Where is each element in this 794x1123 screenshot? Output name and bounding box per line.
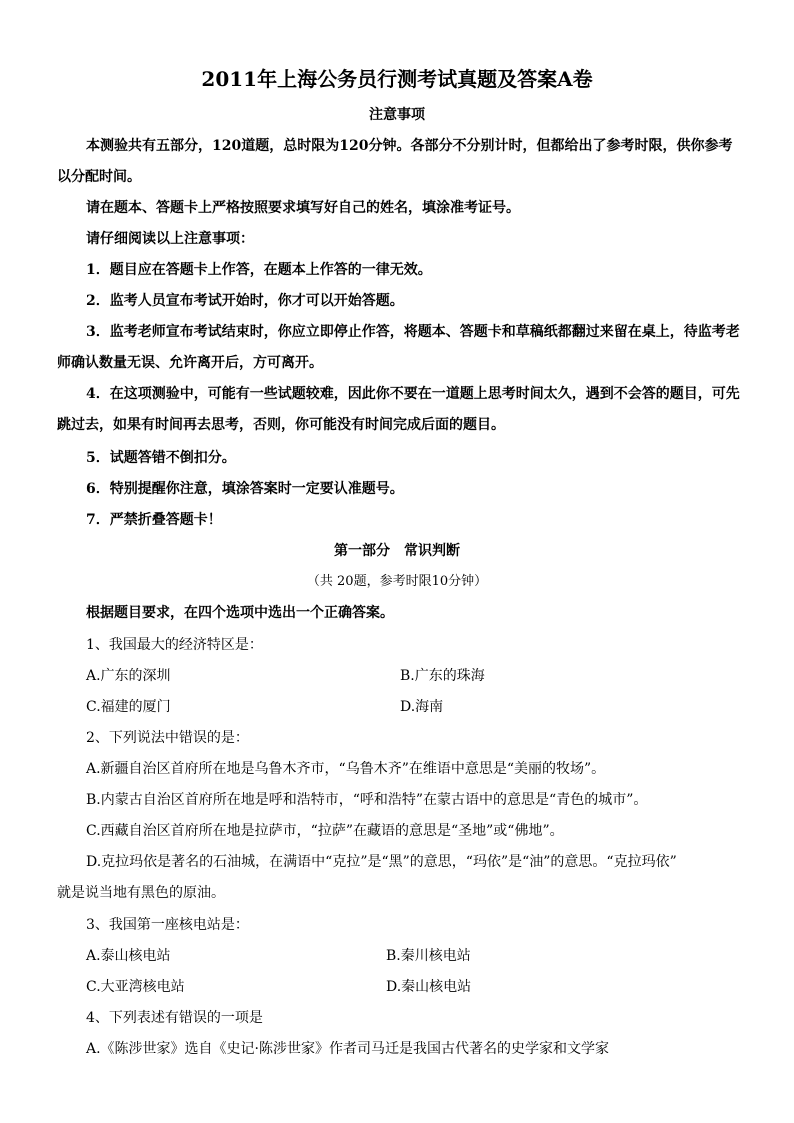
rule-6: 6．特别提醒你注意，填涂答案时一定要认准题号。 <box>86 481 404 497</box>
question-1-stem: 1、我国最大的经济特区是： <box>86 637 263 653</box>
intro-line-1: 本测验共有五部分，120道题，总时限为120分钟。各部分不分别计时，但都给出了参考时限，供你参考 <box>86 138 733 154</box>
question-2-option-d-line-2: 就是说当地有黑色的原油。 <box>57 885 225 901</box>
question-1-option-a: A.广东的深圳 <box>86 668 171 684</box>
question-1-option-b: B.广东的珠海 <box>400 668 485 684</box>
notice-heading: 注意事项 <box>369 107 425 123</box>
question-1-option-d: D.海南 <box>400 699 444 715</box>
rule-7: 7．严禁折叠答题卡！ <box>86 512 222 528</box>
question-4-stem: 4、下列表述有错误的一项是 <box>86 1010 263 1026</box>
question-2-option-c: C.西藏自治区首府所在地是拉萨市，“拉萨”在藏语的意思是“圣地”或“佛地”。 <box>86 823 564 839</box>
read-notice: 请仔细阅读以上注意事项： <box>86 231 254 247</box>
part1-subheading: （共 20题，参考时限10分钟） <box>306 574 488 589</box>
rule-4-line-2: 跳过去，如果有时间再去思考，否则，你可能没有时间完成后面的题目。 <box>57 417 505 433</box>
question-2-option-d-line-1: D.克拉玛依是著名的石油城，在满语中“克拉”是“黑”的意思，“玛依”是“油”的意思。“克拉玛依” <box>86 854 677 870</box>
rule-3-line-1: 3．监考老师宣布考试结束时，你应立即停止作答，将题本、答题卡和草稿纸都翻过来留在桌上，待监考老 <box>86 324 740 340</box>
rule-5: 5．试题答错不倒扣分。 <box>86 450 236 466</box>
part1-heading: 第一部分 常识判断 <box>334 543 460 559</box>
question-3-option-c: C.大亚湾核电站 <box>86 979 185 995</box>
question-2-option-a: A.新疆自治区首府所在地是乌鲁木齐市，“乌鲁木齐”在维语中意思是“美丽的牧场”。 <box>86 761 606 777</box>
question-4-option-a: A.《陈涉世家》选自《史记·陈涉世家》作者司马迁是我国古代著名的史学家和文学家 <box>86 1041 610 1057</box>
intro-line-2: 以分配时间。 <box>57 169 141 185</box>
part1-instruction: 根据题目要求，在四个选项中选出一个正确答案。 <box>86 605 394 621</box>
question-1-option-c: C.福建的厦门 <box>86 699 171 715</box>
rule-2: 2．监考人员宣布考试开始时，你才可以开始答题。 <box>86 293 404 309</box>
rule-3-line-2: 师确认数量无误、允许离开后，方可离开。 <box>57 355 323 371</box>
question-3-option-b: B.秦川核电站 <box>386 948 471 964</box>
question-3-option-d: D.秦山核电站 <box>386 979 472 995</box>
rule-1: 1．题目应在答题卡上作答，在题本上作答的一律无效。 <box>86 262 432 278</box>
question-2-stem: 2、下列说法中错误的是： <box>86 730 249 746</box>
question-3-option-a: A.泰山核电站 <box>86 948 171 964</box>
question-2-option-b: B.内蒙古自治区首府所在地是呼和浩特市，“呼和浩特”在蒙古语中的意思是“青色的城市”。 <box>86 792 648 808</box>
rule-4-line-1: 4．在这项测验中，可能有一些试题较难，因此你不要在一道题上思考时间太久，遇到不会答的题目，可先 <box>86 386 740 402</box>
fill-instruction: 请在题本、答题卡上严格按照要求填写好自己的姓名，填涂准考证号。 <box>86 200 520 216</box>
document-title: 2011年上海公务员行测考试真题及答案A卷 <box>201 67 593 91</box>
question-3-stem: 3、我国第一座核电站是： <box>86 917 249 933</box>
